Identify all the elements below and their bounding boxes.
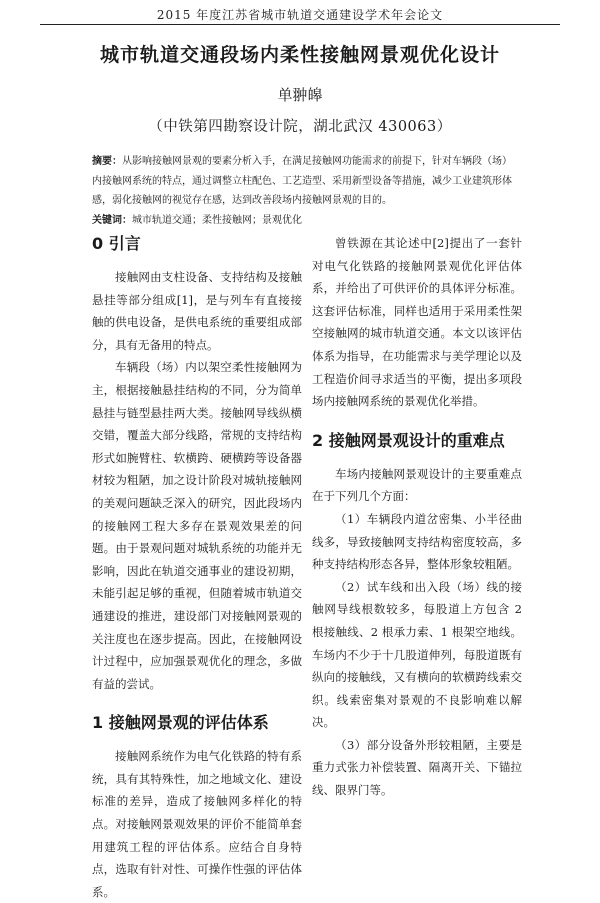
- keywords-label: 关键词：: [92, 215, 132, 226]
- running-header: 2015 年度江苏省城市轨道交通建设学术年会论文: [156, 8, 444, 22]
- key-issues-item-2: （2）试车线和出入段（场）线的接触网导线根数较多，每股道上方包含 2 根接触线、2 根承力索、1 根架空地线。车场内不少于十几股道伸列，每股道既有纵向的接触线，又有横向的软横跨线索交织。线索密集对景观的不良影响难以解决。: [312, 579, 522, 730]
- abstract-label: 摘要：: [92, 156, 122, 167]
- right-column: [312, 232, 522, 802]
- keywords: [92, 211, 517, 230]
- eval-paragraph-2: 曾铁源在其论述中[2]提出了一套针对电气化铁路的接触网景观优化评估体系，并给出了可供评价的具体评分标准。这套评估标准，同样也适用于采用柔性架空接触网的城市轨道交通。本文以该评估体系为指导，在功能需求与美学理论以及工程造价间寻求适当的平衡，提出多项段场内接触网系统的景观优化举措。: [312, 236, 522, 409]
- author: 单翀皞: [277, 86, 323, 104]
- key-issues-item-1: （1）车辆段内道岔密集、小半径曲线多，导致接触网支持结构密度较高，多种支持结构形态各异，整体形象较粗陋。: [312, 511, 522, 572]
- intro-paragraph-1: 接触网由支柱设备、支持结构及接触悬挂等部分组成[1]，是与列车有直接接触的供电设备，是供电系统的重要组成部分，具有无备用的特点。: [92, 270, 302, 352]
- keywords-text: 城市轨道交通；柔性接触网；景观优化: [132, 215, 302, 226]
- section-heading-key-issues: 2 接触网景观设计的重难点: [312, 430, 505, 450]
- header-rule: [40, 24, 560, 25]
- abstract-text: 从影响接触网景观的要素分析入手，在满足接触网功能需求的前提下，针对车辆段（场）内接触网系统的特点，通过调整立柱配色、工艺造型、采用新型设备等措施，减少工业建筑形体感，弱化接触网的视觉存在感，达到改善段场内接触网景观的目的。: [92, 156, 512, 206]
- abstract: [92, 152, 517, 211]
- eval-paragraph-1: 接触网系统作为电气化铁路的特有系统，具有其特殊性，加之地域文化、建设标准的差异，造成了接触网多样化的特点。对接触网景观效果的评价不能简单套用建筑工程的评估体系。应结合自身特点，选取有针对性、可操作性强的评估体系。: [92, 749, 302, 899]
- key-issues-paragraph: 车场内接触网景观设计的主要重难点在于下列几个方面：: [312, 466, 522, 504]
- section-heading-intro: 0 引言: [92, 234, 141, 253]
- affiliation: （中铁第四勘察设计院，湖北武汉 430063）: [148, 119, 452, 135]
- paper-title: 城市轨道交通段场内柔性接触网景观优化设计: [99, 44, 500, 66]
- intro-paragraph-2: 车辆段（场）内以架空柔性接触网为主，根据接触悬挂结构的不同，分为简单悬挂与链型悬挂两大类。接触网导线纵横交错，覆盖大部分线路，常规的支持结构形式如腕臂柱、软横跨、硬横跨等设备器材较为粗陋，加之设计阶段对城轨接触网的美观问题缺乏深入的研究，因此段场内的接触网工程大多存在景观效果差的问题。由于景观问题对城轨系统的功能并无影响，因此在轨道交通事业的建设初期，未能引起足够的重视，但随着城市轨道交通建设的推进，建设部门对接触网景观的关注度也在逐步提高。因此，在接触网设计过程中，应加强景观优化的理念，多做有益的尝试。: [92, 360, 302, 691]
- key-issues-item-3: （3）部分设备外形较粗陋，主要是重力式张力补偿装置、隔离开关、下锚拉线、限界门等。: [312, 737, 522, 798]
- left-column: [92, 232, 302, 903]
- section-heading-eval: 1 接触网景观的评估体系: [92, 713, 269, 733]
